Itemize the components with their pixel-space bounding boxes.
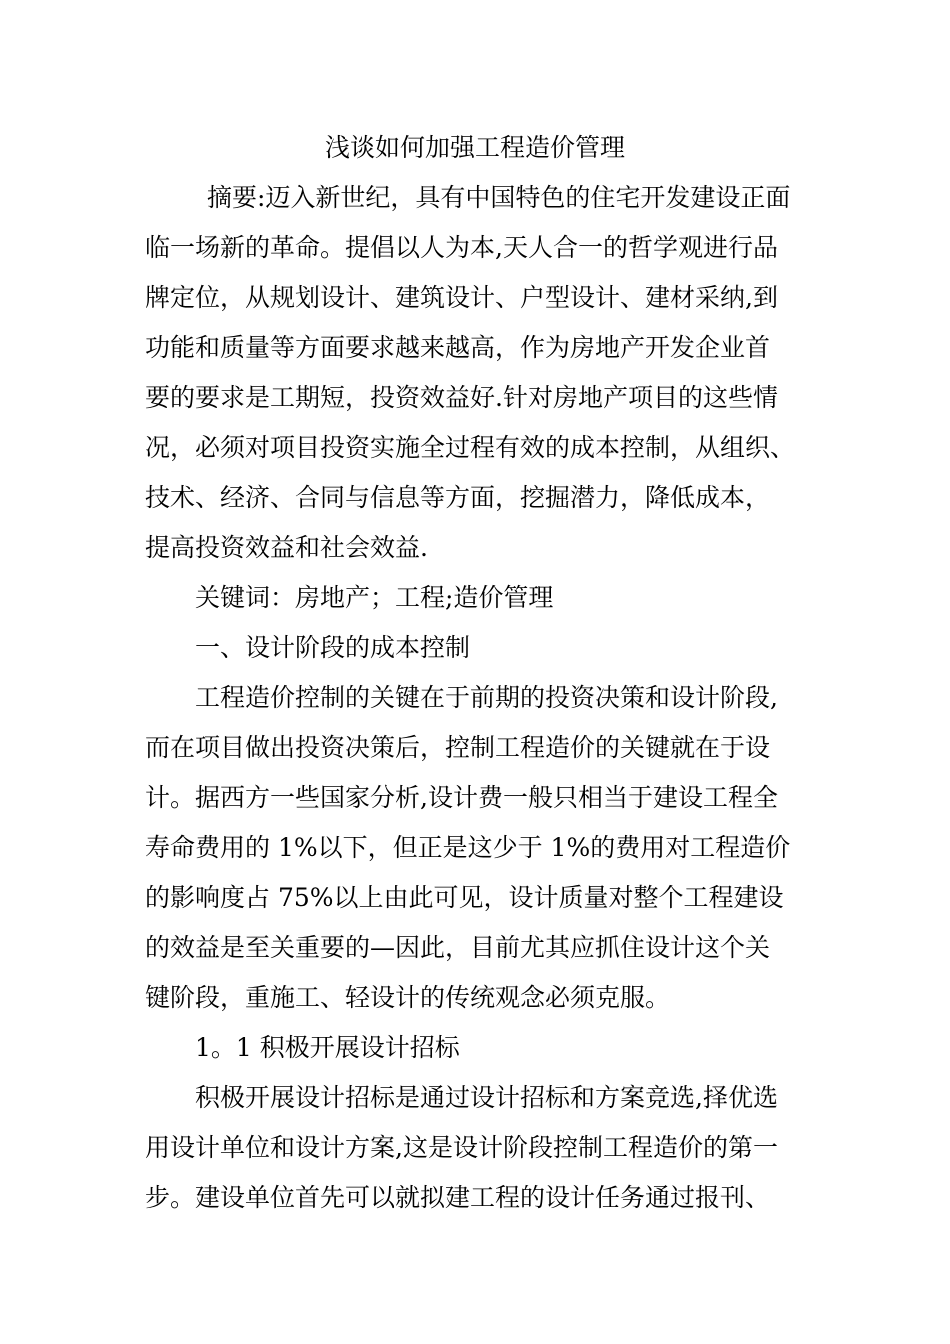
abstract-line: 提高投资效益和社会效益. <box>145 533 428 562</box>
body-line: 工程造价控制的关键在于前期的投资决策和设计阶段, <box>195 683 778 712</box>
body-line: 的效益是至关重要的—因此，目前尤其应抓住设计这个关 <box>145 933 771 962</box>
abstract-line: 况，必须对项目投资实施全过程有效的成本控制，从组织、 <box>145 433 796 462</box>
body-line: 用设计单位和设计方案,这是设计阶段控制工程造价的第一 <box>145 1133 778 1162</box>
body-line: 步。建设单位首先可以就拟建工程的设计任务通过报刊、 <box>145 1183 771 1212</box>
abstract-line: 摘要:迈入新世纪，具有中国特色的住宅开发建设正面 <box>207 183 791 212</box>
abstract-line: 功能和质量等方面要求越来越高，作为房地产开发企业首 <box>145 333 771 362</box>
document-title: 浅谈如何加强工程造价管理 <box>324 133 625 162</box>
body-line: 而在项目做出投资决策后，控制工程造价的关键就在于设 <box>145 733 771 762</box>
body-line: 的影响度占 75%以上由此可见，设计质量对整个工程建设 <box>145 883 784 912</box>
abstract-line: 牌定位，从规划设计、建筑设计、户型设计、建材采纳,到 <box>145 283 778 312</box>
abstract-line: 临一场新的革命。提倡以人为本,天人合一的哲学观进行品 <box>145 233 778 262</box>
body-line: 寿命费用的 1%以下，但正是这少于 1%的费用对工程造价 <box>145 833 791 862</box>
abstract-line: 技术、经济、合同与信息等方面，挖掘潜力，降低成本， <box>145 483 771 512</box>
keywords-line: 关键词：房地产；工程;造价管理 <box>195 583 554 612</box>
section-heading: 一、设计阶段的成本控制 <box>195 633 471 662</box>
body-line: 积极开展设计招标是通过设计招标和方案竞选,择优选 <box>195 1083 778 1112</box>
subsection-heading: 1。1 积极开展设计招标 <box>195 1033 460 1062</box>
abstract-line: 要的要求是工期短，投资效益好.针对房地产项目的这些情 <box>145 383 778 412</box>
body-line: 键阶段，重施工、轻设计的传统观念必须克服。 <box>145 983 671 1012</box>
body-line: 计。据西方一些国家分析,设计费一般只相当于建设工程全 <box>145 783 778 812</box>
